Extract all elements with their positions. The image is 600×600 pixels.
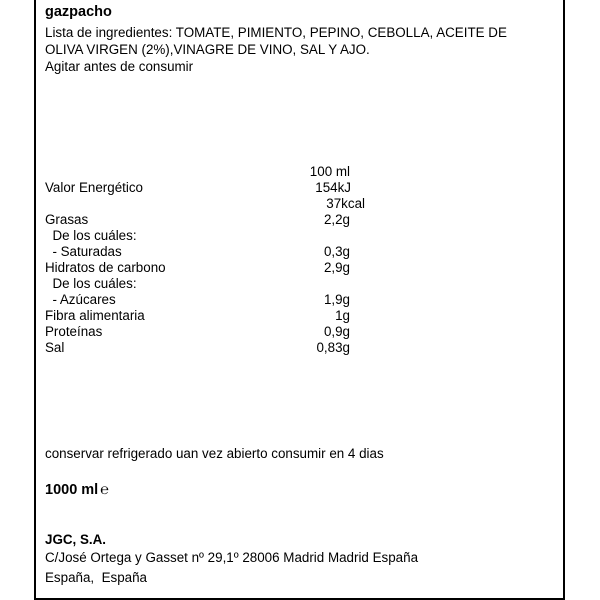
net-quantity bbox=[45, 482, 109, 498]
company-name: JGC, S.A. bbox=[45, 532, 107, 547]
nutrition-label: - Saturadas bbox=[45, 244, 122, 259]
nutrition-value: 2,9g bbox=[323, 260, 350, 275]
quantity-value: 1000 ml bbox=[45, 482, 99, 498]
nutrition-value: 154kJ bbox=[315, 180, 351, 195]
company-country: España, España bbox=[45, 570, 147, 585]
nutrition-label: - Azúcares bbox=[45, 292, 116, 307]
nutrition-value: 37kcal bbox=[326, 196, 365, 211]
product-name: gazpacho bbox=[45, 4, 112, 20]
nutrition-value: 0,83g bbox=[316, 340, 350, 355]
nutrition-value: 1,9g bbox=[323, 292, 350, 307]
nutrition-value: 2,2g bbox=[323, 212, 350, 227]
nutrition-value: 1g bbox=[335, 308, 350, 323]
nutrition-column-header: 100 ml bbox=[309, 164, 350, 179]
instructions: Agitar antes de consumir bbox=[45, 59, 194, 74]
nutrition-value: 0,9g bbox=[323, 324, 350, 339]
nutrition-label: Grasas bbox=[45, 212, 89, 227]
nutrition-label: Proteínas bbox=[45, 324, 103, 339]
ingredients-line-2: OLIVA VIRGEN (2%),VINAGRE DE VINO, SAL Y AJO. bbox=[45, 42, 370, 57]
nutrition-label: Valor Energético bbox=[45, 180, 144, 195]
ingredients-line-1: Lista de ingredientes: TOMATE, PIMIENTO, PEPINO, CEBOLLA, ACEITE DE bbox=[45, 25, 507, 40]
company-address: C/José Ortega y Gasset nº 29,1º 28006 Madrid Madrid España bbox=[45, 550, 419, 565]
nutrition-label: Fibra alimentaria bbox=[45, 308, 145, 323]
nutrition-label: Sal bbox=[45, 340, 65, 355]
nutrition-label: Hidratos de carbono bbox=[45, 260, 166, 275]
storage-instructions: conservar refrigerado uan vez abierto consumir en 4 dias bbox=[45, 446, 384, 461]
estimated-sign-icon: ℮ bbox=[100, 482, 109, 498]
nutrition-label: De los cuáles: bbox=[45, 276, 137, 291]
nutrition-label: De los cuáles: bbox=[45, 228, 137, 243]
nutrition-value: 0,3g bbox=[323, 244, 350, 259]
